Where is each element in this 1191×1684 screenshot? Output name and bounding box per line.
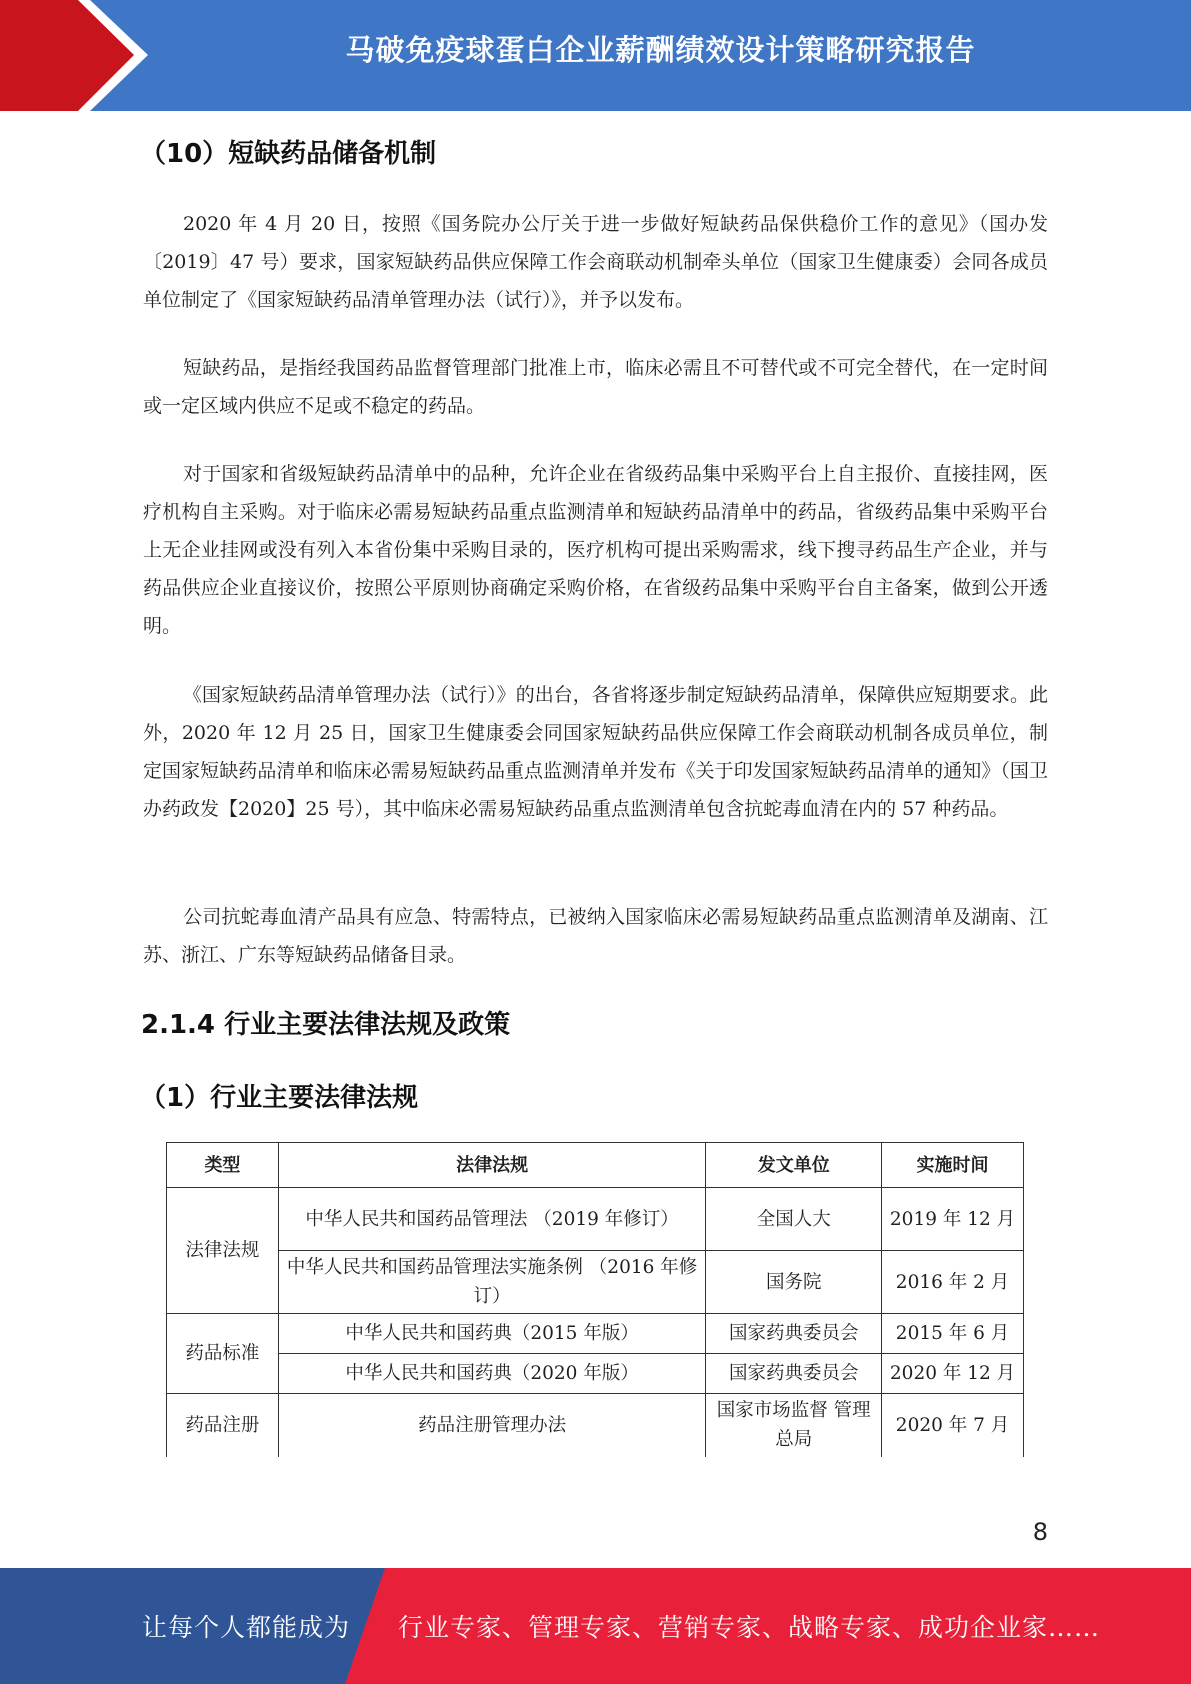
page-footer <box>0 1568 1191 1684</box>
paragraph-3: 对于国家和省级短缺药品清单中的品种，允许企业在省级药品集中采购平台上自主报价、直接挂网，医疗机构自主采购。对于临床必需易短缺药品重点监测清单和短缺药品清单中的药品，省级药品集中采购平台上无企业挂网或没有列入本省份集中采购目录的，医疗机构可提出采购需求，线下搜寻药品生产企业，并与药品供应企业直接议价，按照公平原则协商确定采购价格，在省级药品集中采购平台自主备案，做到公开透明。 <box>143 463 1048 637</box>
table-cell-issuer: 国家药典委员会 <box>706 1354 882 1394</box>
table-cell-issuer: 全国人大 <box>706 1188 882 1251</box>
table-row <box>167 1354 1024 1394</box>
table-cell-type: 药品标准 <box>167 1314 279 1394</box>
laws-table <box>166 1142 1024 1457</box>
table-header-law: 法律法规 <box>278 1143 705 1188</box>
table-row <box>167 1394 1024 1457</box>
paragraph-4: 《国家短缺药品清单管理办法（试行）》的出台，各省将逐步制定短缺药品清单，保障供应短期要求。此外，2020 年 12 月 25 日，国家卫生健康委会同国家短缺药品供应保障工作会商联动机制各成员单位，制定国家短缺药品清单和临床必需易短缺药品重点监测清单并发布《关于印发国家短缺药品清单的通知》（国卫办药政发【2020】25 号），其中临床必需易短缺药品重点监测清单包含抗蛇毒血清在内的 57 种药品。 <box>143 684 1048 820</box>
table-cell-date: 2016 年 2 月 <box>882 1251 1024 1314</box>
paragraph-5: 公司抗蛇毒血清产品具有应急、特需特点，已被纳入国家临床必需易短缺药品重点监测清单及湖南、江苏、浙江、广东等短缺药品储备目录。 <box>143 906 1048 966</box>
table-row <box>167 1251 1024 1314</box>
paragraph-2: 短缺药品，是指经我国药品监督管理部门批准上市，临床必需且不可替代或不可完全替代，在一定时间或一定区域内供应不足或不稳定的药品。 <box>143 357 1048 417</box>
table-row <box>167 1314 1024 1354</box>
table-cell-issuer: 国家市场监督 管理总局 <box>706 1394 882 1457</box>
footer-slogan-right: 行业专家、管理专家、营销专家、战略专家、成功企业家…… <box>398 1613 1101 1642</box>
table-cell-date: 2020 年 12 月 <box>882 1354 1024 1394</box>
table-cell-law: 中华人民共和国药品管理法 （2019 年修订） <box>278 1188 705 1251</box>
table-cell-date: 2015 年 6 月 <box>882 1314 1024 1354</box>
table-cell-law: 中华人民共和国药品管理法实施条例 （2016 年修订） <box>278 1251 705 1314</box>
page-header <box>0 0 1191 111</box>
paragraph-1: 2020 年 4 月 20 日，按照《国务院办公厅关于进一步做好短缺药品保供稳价工作的意见》（国办发〔2019〕47 号）要求，国家短缺药品供应保障工作会商联动机制牵头单位（国家卫生健康委）会同各成员单位制定了《国家短缺药品清单管理办法（试行）》，并予以发布。 <box>143 213 1048 311</box>
table-cell-issuer: 国务院 <box>706 1251 882 1314</box>
table-cell-law: 中华人民共和国药典（2020 年版） <box>278 1354 705 1394</box>
table-cell-issuer: 国家药典委员会 <box>706 1314 882 1354</box>
section-heading-1-laws: （1）行业主要法律法规 <box>140 1083 419 1113</box>
table-cell-date: 2020 年 7 月 <box>882 1394 1024 1457</box>
table-cell-law: 药品注册管理办法 <box>278 1394 705 1457</box>
table-cell-type: 药品注册 <box>167 1394 279 1457</box>
table-cell-type: 法律法规 <box>167 1188 279 1314</box>
table-header-row <box>167 1143 1024 1188</box>
page-number: 8 <box>1032 1518 1048 1546</box>
header-title: 马破免疫球蛋白企业薪酬绩效设计策略研究报告 <box>345 33 976 67</box>
table-row <box>167 1188 1024 1251</box>
table-cell-date: 2019 年 12 月 <box>882 1188 1024 1251</box>
table-header-issuer: 发文单位 <box>706 1143 882 1188</box>
footer-slogan-left: 让每个人都能成为 <box>142 1613 351 1642</box>
table-cell-law: 中华人民共和国药典（2015 年版） <box>278 1314 705 1354</box>
table-header-type: 类型 <box>167 1143 279 1188</box>
section-heading-2-1-4: 2.1.4 行业主要法律法规及政策 <box>141 1010 511 1040</box>
table-header-date: 实施时间 <box>882 1143 1024 1188</box>
section-heading-10: （10）短缺药品储备机制 <box>140 139 437 169</box>
